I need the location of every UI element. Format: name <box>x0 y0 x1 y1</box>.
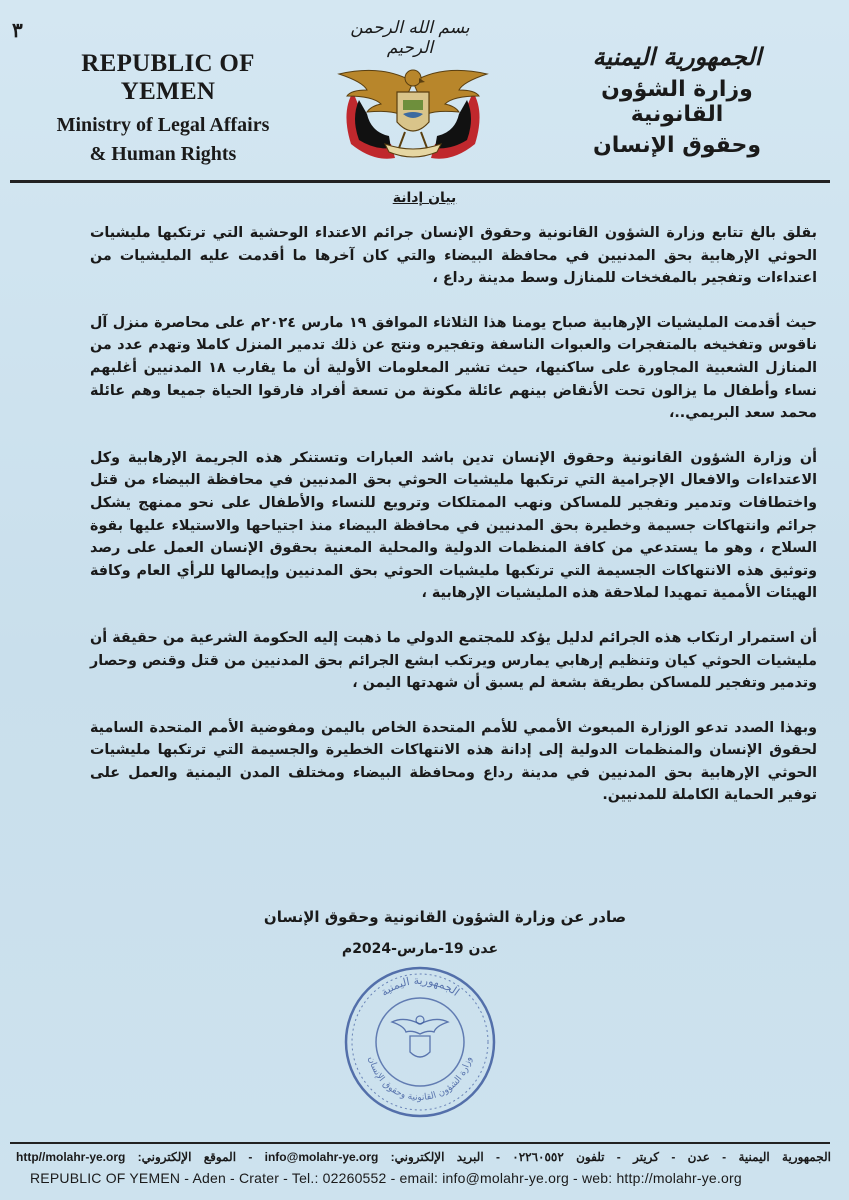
stamp-text-bottom: وزارة الشؤون القانونية وحقوق الإنسان <box>365 1055 475 1104</box>
page-corner-mark: ٣ <box>12 18 23 42</box>
official-stamp-icon <box>340 962 500 1122</box>
yemen-eagle-emblem-icon <box>333 52 493 170</box>
issuer-line: صادر عن وزارة الشؤون القانونية وحقوق الإنسان <box>263 908 627 926</box>
letterhead-arabic <box>567 42 787 158</box>
body-paragraph: وبهذا الصدد تدعو الوزارة المبعوث الأممي للأمم المتحدة الخاص باليمن ومفوضية الأمم المتحدة السامية لحقوق الإنسان والمنظمات الدولية إلى إدانة هذه الانتهاكات الخطيرة والجسيمة التي ترتكبها مليشيات الحوثي الإرهابية بحق المدنيين في مدينة رداع ومحافظة البيضاء ومختلف المدن اليمنية والعمل على توفير الحماية الكاملة للمدنيين. <box>90 719 817 804</box>
body-paragraph: حيث أقدمت المليشيات الإرهابية صباح يومنا هذا الثلاثاء الموافق ١٩ مارس ٢٠٢٤م على محاصرة منزل آل ناقوس وتفخيخه بالمتفجرات والعبوات الناسفة وتفجيره ونتج عن ذلك تدمير المنزل كاملا وتهدم عدد من المنازل الشعبية المجاورة على ساكنيها، حيث تشير المعلومات الأولية أن ما يقارب ١٨ المدنيين أغلبهم نساء وأطفال ما يزالون تحت الأنقاض بينهم عائلة مكونة من تسعة أفراد فارقوا الحياة جميعا وهم عائلة محمد سعد البريمي..، <box>90 314 817 422</box>
svg-text:وزارة الشؤون القانونية وحقوق ا <box>366 1056 474 1103</box>
letterhead-ar-country: الجمهورية اليمنية <box>592 42 762 71</box>
basmala-calligraphy: بسم الله الرحمن الرحيم <box>350 18 470 58</box>
body-paragraph: أن وزارة الشؤون القانونية وحقوق الإنسان تدين باشد العبارات وتستنكر هذه الجريمة الإرهابية وكل الاعتداءات والافعال الإجرامية التي ترتكبها مليشيات الحوثي بحق المدنيين في محافظة البيضاء من قتل واختطافات وتدمير وتفجير للمساكن ونهب الممتلكات وترويع للنساء والأطفال على نحو ممنهج يشكل جرائم وانتهاكات جسيمة وخطيرة بحق المدنيين في محافظة البيضاء منذ اجتياحها والاستيلاء عليها بقوة السلاح ، وهو ما يستدعي من كافة المنظمات الدولية والمحلية المعنية بحقوق الإنسان العمل على رصد وتوثيق هذه الانتهاكات الجسيمة التي ترتكبها مليشيات الحوثي بحق المدنيين وإيصالها للرأي العام وكافة الهيئات الأممية تمهيدا لملاحقة هذه المليشيات الإرهابية ، <box>90 449 817 602</box>
document-title-text: بيان إدانة <box>392 190 457 206</box>
footer-arabic-contact: الجمهورية اليمنية - عدن - كريتر - تلفون ٠٢٢٦٠٥٥٢ - البريد الإلكتروني: info@molahr-ye.org - الموقع الإلكتروني: http//molahr-ye.org <box>16 1150 831 1164</box>
footer-divider <box>10 1142 830 1144</box>
letterhead-ar-ministry: وزارة الشؤون القانونية <box>601 77 753 127</box>
body-paragraph: أن استمرار ارتكاب هذه الجرائم لدليل يؤكد للمجتمع الدولي ما ذهبت إليه الحكومة الشرعية من حقيقة أن مليشيات الحوثي كيان وتنظيم إرهابي يمارس ويرتكب ابشع الجرائم بحق المدنيين من قتل وقنص وحصار وتدمير وتفجير للمساكن بطريقة بشعة لم يسبق أن شهدتها اليمن ، <box>90 629 817 692</box>
letterhead-en-ministry: Ministry of Legal Affairs <box>56 114 270 136</box>
footer-english-contact: REPUBLIC OF YEMEN - Aden - Crater - Tel.: 02260552 - email: info@molahr-ye.org - web: http://molahr-ye.org <box>30 1170 742 1186</box>
letterhead-en-country: REPUBLIC OF YEMEN <box>81 50 255 105</box>
header-divider <box>10 180 830 183</box>
stamp-text-top: الجمهورية اليمنية <box>378 973 462 999</box>
letterhead-ar-ministry-sub: وحقوق الإنسان <box>592 133 762 158</box>
document-body <box>90 222 817 827</box>
date-line: عدن 19-مارس-2024م <box>341 941 499 957</box>
body-paragraph: بقلق بالغ تتابع وزارة الشؤون القانونية وحقوق الإنسان جرائم الاعتداء الوحشية التي ترتكبها مليشيات الحوثي الإرهابية بحق المدنيين في محافظة البيضاء والتي كان آخرها ما أقدمت عليه المليشيات من اعتداءات وتفجير بالمفخخات للمنازل وسط مدينة رداع ، <box>90 225 817 287</box>
letterhead-english <box>28 50 298 166</box>
svg-text:الجمهورية اليمنية <box>378 974 461 999</box>
document-title <box>0 190 849 206</box>
letterhead-en-ministry-sub: & Human Rights <box>89 143 237 165</box>
